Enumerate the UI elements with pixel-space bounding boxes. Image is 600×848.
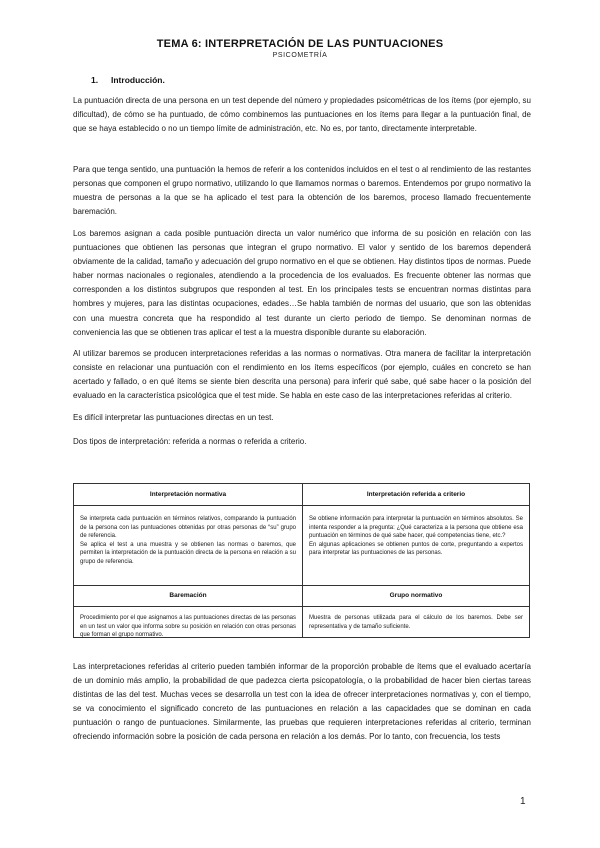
- section-title: Introducción.: [111, 75, 165, 85]
- document-subtitle: PSICOMETRÍA: [272, 52, 328, 59]
- paragraph-criterion-interpretations: Las interpretaciones referidas al criterio pueden también informar de la proporción probable de ítems que el evaluado acertaría de un dominio más amplio, la probabilidad de que padezca cierta psicopatología, o la probabilidad de hacer bien ciertas tareas distintas de las del test. Muchas veces se desarrolla un test con la idea de ofrecer interpretaciones normativas y, con el tiempo, se va conocimiento el significado concreto de las puntuaciones en relación a las capacidades que se dominan en cada puntuación o rango de puntuaciones. Similarmente, las pruebas que requieren interpretaciones referidas al criterio, terminan ofreciendo información sobre la posición de cada persona en relación a los demás. Por lo tanto, con frecuencia, los tests: [73, 662, 531, 742]
- cell-normative-body: [74, 515, 302, 567]
- table-divider: [74, 606, 529, 607]
- header-baremacion: Baremación: [169, 592, 207, 599]
- cell-text: Se interpreta cada puntuación en términos relativos, comparando la puntuación de la persona con las puntuaciones obtenidas por otras personas de “su” grupo de referencia.: [80, 516, 296, 540]
- cell-baremacion-body: Procedimiento por el que asignamos a las puntuaciones directas de las personas en un test un valor que informa sobre su posición en relación con otras personas que forman el grupo normativo.: [80, 615, 296, 639]
- page-number: 1: [520, 796, 526, 807]
- paragraph-norms: Los baremos asignan a cada posible puntuación directa un valor numérico que informa de su posición en relación con las puntuaciones que obtienen las personas que integran el grupo normativo. El valor y sentido de los baremos dependerá obviamente de la calidad, tamaño y adecuación del grupo normativo en el que se obtienen. Hay distintos tipos de normas. Puede haber normas nacionales o regionales, atendiendo a la procedencia de los evaluados. Es frecuente obtener las normas que corresponden a los distintos subgrupos que responden al test. En los principales tests se encuentran normas distintas para hombres y mujeres, para las distintas ocupaciones, edades…Se habla también de normas del usuario, que son las obtenidas con una muestra concreta que ha respondido al test durante un cierto periodo de tiempo. Se denominan normas de conveniencia las que se obtienen tras aplicar el test a la muestra disponible durante su elaboración.: [73, 229, 531, 337]
- paragraph-criterion: Al utilizar baremos se producen interpretaciones referidas a las normas o normativas. Otra manera de facilitar la interpretación consiste en relacionar una puntuación con el rendimiento en los ítems específicos (por ejemplo, cuáles en concreto se han acertado y fallado, o en qué ítems se siente bien descrita una persona) para inferir qué sabe, qué sabe hacer o la posición del evaluado en la característica psicológica que el test mide. Se habla en este caso de las interpretaciones referidas al criterio.: [73, 349, 531, 401]
- cell-text: En algunas aplicaciones se obtienen puntos de corte, preguntando a expertos para interpretar las puntuaciones de las personas.: [309, 541, 523, 557]
- paragraph-raw-score: La puntuación directa de una persona en un test depende del número y propiedades psicométricas de los ítems (por ejemplo, su dificultad), de cómo se ha puntuado, de cómo combinemos las puntuaciones en los ítems para llegar a la puntuación final, de que se haya establecido o no un tiempo límite de administración, etc. No es, por tanto, directamente interpretable.: [73, 96, 531, 134]
- header-normative-group: Grupo normativo: [389, 592, 443, 599]
- table-divider: [74, 585, 529, 586]
- paragraph-interpretation-types: Dos tipos de interpretación: referida a normas o referida a criterio.: [73, 437, 307, 446]
- section-heading: [91, 75, 165, 85]
- cell-criterion-body: [303, 515, 529, 558]
- cell-normative-group-body: Muestra de personas utilizada para el cálculo de los baremos. Debe ser representativa y de tamaño suficiente.: [309, 615, 523, 630]
- table-divider: [74, 505, 529, 506]
- cell-text: Se aplica el test a una muestra y se obtienen las normas o baremos, que permiten la interpretación de la puntuación directa de la persona en relación a su grupo de referencia.: [80, 541, 296, 565]
- section-number: 1.: [91, 75, 99, 85]
- paragraph-difficulty: Es difícil interpretar las puntuaciones directas en un test.: [73, 413, 274, 422]
- header-criterion: Interpretación referida a criterio: [366, 491, 466, 498]
- header-normative: Interpretación normativa: [149, 491, 227, 498]
- cell-text: Se obtiene información para interpretar la puntuación en términos absolutos. Se intenta responder a la pregunta: ¿Qué caracteriza a la persona que obtiene esa puntuación en términos de qué sabe hacer, qué competencias tiene, etc.?: [309, 516, 523, 540]
- interpretation-table: [73, 483, 530, 638]
- document-title: TEMA 6: INTERPRETACIÓN DE LAS PUNTUACIONES: [156, 38, 444, 50]
- paragraph-normative-group: Para que tenga sentido, una puntuación la hemos de referir a los contenidos incluidos en el test o al rendimiento de las restantes personas que componen el grupo normativo, utilizando lo que llamamos normas o baremos. Entendemos por grupo normativo la muestra de personas a la que se ha aplicado el test para la obtención de los baremos, proceso llamado frecuentemente baremación.: [73, 165, 531, 217]
